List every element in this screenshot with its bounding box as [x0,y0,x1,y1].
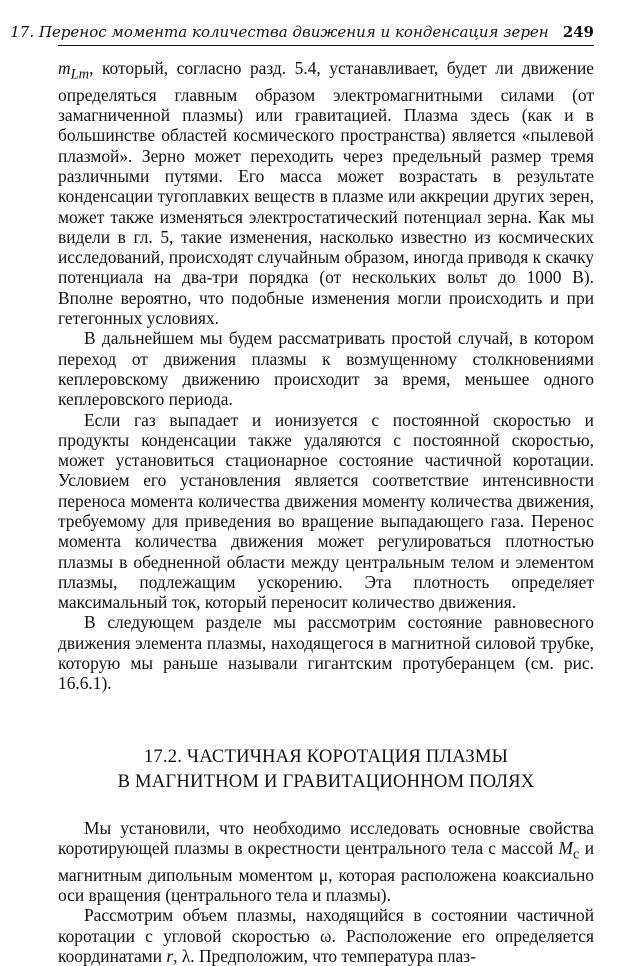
section-paragraph-1-end: и магнитным дипольным моментом μ, которая расположена коаксиально оси вращения (центрального тела и плазмы). [58,837,595,906]
section-heading-line-2: В МАГНИТНОМ И ГРАВИТАЦИОННОМ ПОЛЯХ [117,770,535,792]
paragraph-1-text: , который, согласно разд. 5.4, устанавливает, будет ли движение определяться главным образом электромагнитными силами (от замагниченной плазмы) или гравитацией. Плазма здесь (как и в большинстве областей космического пространства) является «пылевой плазмой». Зерно может переходить через предельный размер тремя различными путями. Его масса может возрастать в результате конденсации тугоплавких веществ в плазме или аккреции других зерен, может также изменяться электростатический потенциал зерна. Как мы видели в гл. 5, такие изменения, насколько известно из космических исследований, происходят случайным образом, иногда приводя к скачку потенциала на два-три порядка (от нескольких вольт до 1000 В). Вполне вероятно, что подобные изменения могли происходить и при гетегонных условиях. [58,58,594,329]
math-symbol-r: r [166,945,174,966]
paragraph-2: В дальнейшем мы будем рассматривать простой случай, в котором переход от движения плазмы к возмущенному столкновениями кеплеровскому движению происходит за время, меньшее одного кеплеровского периода. [58,328,594,410]
section-heading-line-1: 17.2. ЧАСТИЧНАЯ КОРОТАЦИЯ ПЛАЗМЫ [143,745,509,767]
book-page [10,22,595,966]
paragraph-4: В следующем разделе мы рассмотрим состояние равновесного движения элемента плазмы, находящегося в магнитной силовой трубке, которую мы раньше называли гигантским протуберанцем (см. рис. 16.6.1). [58,612,594,694]
math-subscript-lm: Lm [70,66,90,83]
page-number: 249 [562,23,594,41]
section-paragraph-2-start: Рассмотрим объем плазмы, находящийся в состоянии частичной коротации с угловой скоростью ω. Расположение его определяется координатами [58,905,594,966]
math-symbol-mass: M [558,837,574,858]
math-subscript-c: c [573,846,580,863]
section-paragraph-1 [58,818,594,906]
section-paragraph-2 [58,905,594,966]
body-text [58,58,594,966]
paragraph-1 [58,58,594,328]
running-title: 17. Перенос момента количества движения и конденсация зерен [10,23,549,41]
section-paragraph-1-start: Мы установили, что необходимо исследовать основные свойства коротирующей плазмы в окрестности центрального тела с массой [58,817,594,858]
paragraph-3: Если газ выпадает и ионизуется с постоянной скоростью и продукты конденсации также удаляются с постоянной скоростью, может установиться стационарное состояние частичной коротации. Условием его установления является соответствие интенсивности переноса момента количества движения моменту количества движения, требуемому для приведения во вращение выпадающего газа. Перенос момента количества движения может регулироваться плотностью плазмы в обедненной области между центральным телом и элементом плазмы, подлежащим ускорению. Эта плотность определяет максимальный ток, который переносит количество движения. [58,409,594,613]
running-head [10,22,594,46]
math-symbol-m: m [58,58,71,78]
section-heading [58,744,594,794]
section-paragraph-2-end: , λ. Предположим, что температура плаз- [173,945,476,966]
